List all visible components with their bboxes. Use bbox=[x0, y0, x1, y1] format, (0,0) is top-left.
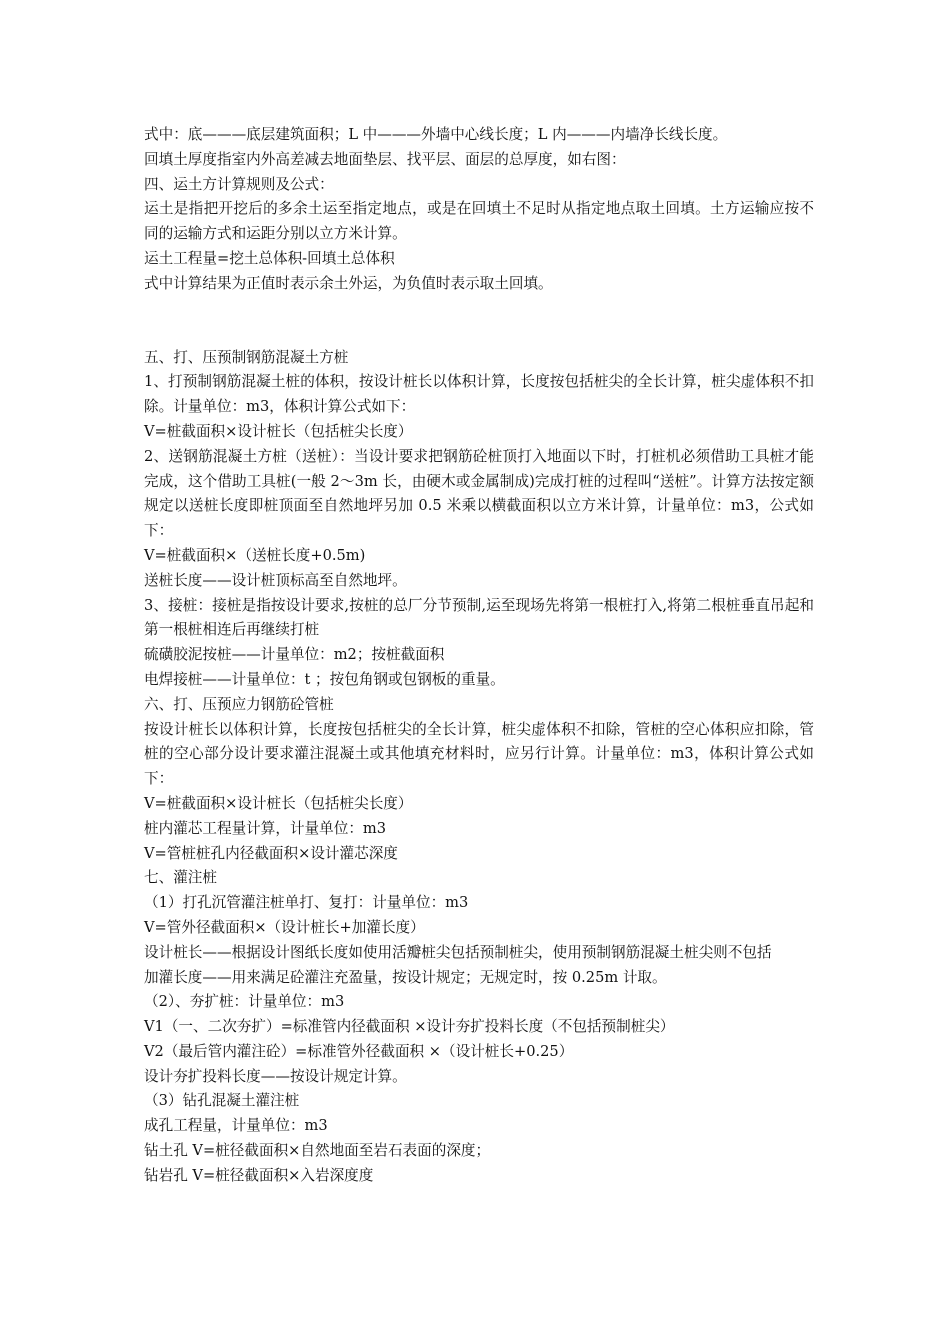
formula-line: 钻土孔 V=桩径截面积×自然地面至岩石表面的深度； bbox=[144, 1142, 491, 1160]
text-paragraph: 设计桩长——根据设计图纸长度如使用活瓣桩尖包括预制桩尖，使用预制钢筋混凝土桩尖则不包括 bbox=[144, 943, 772, 961]
formula-line: V=桩截面积×设计桩长（包括桩尖长度） bbox=[144, 794, 413, 812]
text-paragraph: 1、打预制钢筋混凝土桩的体积，按设计桩长以体积计算，长度按包括桩尖的全长计算，桩尖虚体积不扣除。计量单位：m3，体积计算公式如下： bbox=[144, 373, 814, 416]
text-line: （2）、夯扩桩：计量单位：m3 bbox=[144, 993, 345, 1011]
section-heading: 七、灌注桩 bbox=[144, 869, 217, 887]
formula-line: V1（一、二次夯扩）=标准管内径截面积 ×设计夯扩投料长度（不包括预制桩尖） bbox=[144, 1018, 675, 1036]
text-line: 设计夯扩投料长度——按设计规定计算。 bbox=[144, 1067, 407, 1085]
formula-line: V=管桩桩孔内径截面积×设计灌芯深度 bbox=[144, 844, 398, 862]
text-paragraph: 2、送钢筋混凝土方桩（送桩）：当设计要求把钢筋砼桩顶打入地面以下时，打桩机必须借助工具桩才能完成，这个借助工具桩(一般 2～3m 长，由硬木或金属制成)完成打桩的过程叫“送桩”。计算方法按定额规定以送桩长度即桩顶面至自然地坪另加 0.5 米乘以横截面积以立方米计算，计量单位：m3，公式如下： bbox=[144, 447, 814, 540]
text-line: （1）打孔沉管灌注桩单打、复打：计量单位：m3 bbox=[144, 894, 469, 912]
text-paragraph: 按设计桩长以体积计算，长度按包括桩尖的全长计算，桩尖虚体积不扣除，管桩的空心体积应扣除，管桩的空心部分设计要求灌注混凝土或其他填充材料时，应另行计算。计量单位：m3，体积计算公式如下： bbox=[144, 720, 814, 788]
blank-gap bbox=[144, 297, 814, 346]
text-line: 加灌长度——用来满足砼灌注充盈量，按设计规定；无规定时，按 0.25m 计取。 bbox=[144, 968, 667, 986]
text-line: 硫磺胶泥按桩——计量单位：m2；按桩截面积 bbox=[144, 646, 445, 664]
document-body bbox=[144, 123, 814, 1189]
text-line: 桩内灌芯工程量计算，计量单位：m3 bbox=[144, 819, 387, 837]
text-paragraph: 运土是指把开挖后的多余土运至指定地点，或是在回填土不足时从指定地点取土回填。土方运输应按不同的运输方式和运距分别以立方米计算。 bbox=[144, 200, 814, 243]
text-line: （3）钻孔混凝土灌注桩 bbox=[144, 1092, 300, 1110]
section-heading: 六、打、压预应力钢筋砼管桩 bbox=[144, 695, 334, 713]
text-line: 成孔工程量，计量单位：m3 bbox=[144, 1117, 328, 1135]
text-line: 回填土厚度指室内外高差减去地面垫层、找平层、面层的总厚度，如右图： bbox=[144, 150, 626, 168]
formula-line: V2（最后管内灌注砼）=标准管外径截面积 ×（设计桩长+0.25） bbox=[144, 1042, 574, 1060]
formula-line: V=桩截面积×（送桩长度+0.5m) bbox=[144, 546, 366, 564]
formula-line: V=桩截面积×设计桩长（包括桩尖长度） bbox=[144, 422, 413, 440]
section-heading: 四、运土方计算规则及公式： bbox=[144, 175, 334, 193]
formula-line: 运土工程量=挖土总体积-回填土总体积 bbox=[144, 249, 395, 267]
text-line: 电焊接桩——计量单位：t ；按包角钢或包钢板的重量。 bbox=[144, 670, 505, 688]
text-line: 送桩长度——设计桩顶标高至自然地坪。 bbox=[144, 571, 407, 589]
text-paragraph: 3、接桩：接桩是指按设计要求,按桩的总厂分节预制,运至现场先将第一根桩打入,将第二根桩垂直吊起和第一根桩相连后再继续打桩 bbox=[144, 596, 814, 639]
text-line: 式中计算结果为正值时表示余土外运，为负值时表示取土回填。 bbox=[144, 274, 553, 292]
section-heading: 五、打、压预制钢筋混凝土方桩 bbox=[144, 348, 349, 366]
text-line: 式中：底———底层建筑面积；L 中———外墙中心线长度；L 内———内墙净长线长度。 bbox=[144, 126, 728, 143]
formula-line: V=管外径截面积×（设计桩长+加灌长度） bbox=[144, 918, 425, 936]
formula-line: 钻岩孔 V=桩径截面积×入岩深度度 bbox=[144, 1166, 374, 1184]
